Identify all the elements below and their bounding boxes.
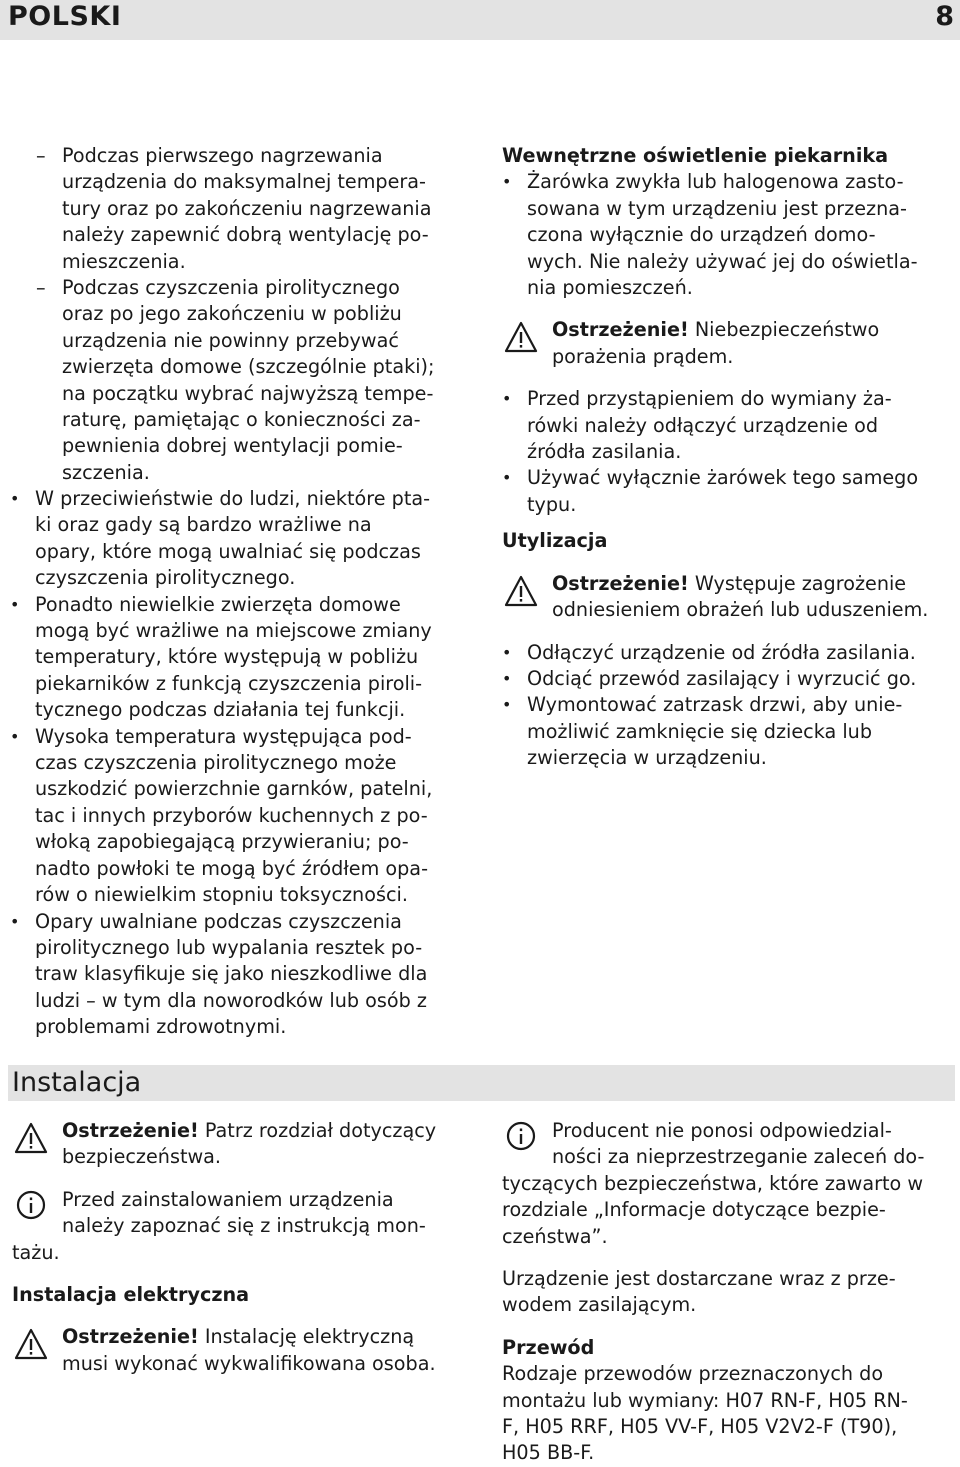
bullet-icon: • bbox=[502, 172, 512, 192]
warning-note: Ostrzeżenie! Niebezpieczeństwo porażenia prądem. bbox=[502, 317, 958, 370]
bullet-icon: • bbox=[502, 642, 512, 662]
left-column-bullets bbox=[10, 486, 480, 1041]
list-item: • Żarówka zwykła lub halogenowa zasto- sowana w tym urządzeniu jest przezna- czona wyłącznie do urządzeń domo- wych. Nie należy używać jej do oświetla- nia pomieszczeń. bbox=[502, 170, 918, 300]
bullet-icon: • bbox=[502, 389, 512, 409]
info-note: Producent nie ponosi odpowiedzial- ności za nieprzestrzeganie zaleceń do- tyczących bezpieczeństwa, które zawarto w rozdziale „Informacje dotyczące bezpie- czeństwa”. bbox=[502, 1119, 925, 1248]
page-header bbox=[0, 0, 960, 40]
installation-left bbox=[12, 1118, 480, 1377]
list-item: • W przeciwieństwie do ludzi, niektóre pta- ki oraz gady są bardzo wrażliwe na opary, które mogą uwalniać się podczas czyszczenia pirolitycznego. bbox=[10, 487, 431, 590]
page-number: 8 bbox=[935, 1, 954, 32]
list-item: • Wymontować zatrzask drzwi, aby unie- możliwić zamknięcie się dziecka lub zwierzęcia w urządzeniu. bbox=[502, 693, 903, 770]
dash-item: – Podczas czyszczenia pirolitycznego oraz po jego zakończeniu w pobliżu urządzenia nie powinny przebywać zwierzęta domowe (szczególnie ptaki); na początku wybrać najwyższą tempe- raturę, pamiętając o konieczności za- pewnienia dobrej wentylacji pomie- szczenia. bbox=[36, 276, 435, 484]
bullet-icon: • bbox=[502, 668, 512, 688]
left-column bbox=[36, 143, 476, 486]
warning-note: Ostrzeżenie! Instalację elektryczną musi wykonać wykwalifikowana osoba. bbox=[12, 1324, 480, 1377]
list-item: • Odciąć przewód zasilający i wyrzucić go. bbox=[502, 666, 958, 692]
list-item: • Odłączyć urządzenie od źródła zasilania. bbox=[502, 640, 958, 666]
disposal-title: Utylizacja bbox=[502, 529, 608, 553]
bullet-icon: • bbox=[502, 695, 512, 715]
dash-item: – Podczas pierwszego nagrzewania urządzenia do maksymalnej tempera- tury oraz po zakończeniu nagrzewania należy zapewnić dobrą wentylację po- mieszczenia. bbox=[36, 144, 432, 273]
list-item: • Ponadto niewielkie zwierzęta domowe mogą być wrażliwe na miejscowe zmiany temperatury, które występują w pobliżu piekarników z funkcją czyszczenia piroli- tycznego podczas działania tej funkcji. bbox=[10, 592, 432, 722]
right-column bbox=[502, 143, 958, 772]
warning-triangle-icon bbox=[14, 1328, 48, 1360]
electrical-title: Instalacja elektryczna bbox=[12, 1283, 250, 1307]
bullet-icon: • bbox=[502, 468, 512, 488]
supply-note: Urządzenie jest dostarczane wraz z prze- bbox=[502, 1267, 896, 1291]
list-item: • Opary uwalniane podczas czyszczenia pirolitycznego lub wypalania resztek po- traw klasyfikuje się jako nieszkodliwe dla ludzi – w tym dla noworodków lub osób z problemami zdrowotnymi. bbox=[10, 909, 428, 1039]
bullet-icon: • bbox=[10, 489, 20, 508]
warning-triangle-icon bbox=[14, 1122, 48, 1154]
cable-text: Rodzaje przewodów przeznaczonych do bbox=[502, 1362, 884, 1386]
section-title: Instalacja bbox=[12, 1067, 142, 1098]
warning-note: Ostrzeżenie! Patrz rozdział dotyczący bezpieczeństwa. bbox=[12, 1118, 480, 1171]
language-label: POLSKI bbox=[8, 1, 122, 32]
bullet-icon: • bbox=[10, 726, 20, 746]
bullet-icon: • bbox=[10, 911, 20, 931]
info-note: Przed zainstalowaniem urządzenia należy zapoznać się z instrukcją mon- tażu. bbox=[12, 1187, 426, 1264]
installation-right: Producent nie ponosi odpowiedzial- ności za nieprzestrzeganie zaleceń do- tyczących bezpieczeństwa, które zawarto w rozdziale „Informacje dotyczące bezpie- czeństwa”. Urządzenie jest dostarczane wraz z prze- wodem zasilającym. Przewód Rodzaje przewodów przeznaczonych do montażu lub wymiany: H07 RN-F, H05 RN- F, H05 RRF, H05 VV-F, H05 V2V2-F (T90), H05 BB-F. bbox=[502, 1118, 958, 1467]
warning-triangle-icon bbox=[504, 575, 538, 607]
list-item: • Wysoka temperatura występująca pod- czas czyszczenia pirolitycznego może uszkodzić powierzchnie garnków, patelni, tac i innych przyborów kuchennych z po- włoką zapobiegającą przywieraniu; po- nadto powłoki te mogą być źródłem opa- rów o niewielkim stopniu toksyczności. bbox=[10, 724, 433, 907]
cable-title: Przewód bbox=[502, 1335, 595, 1359]
list-item: • Używać wyłącznie żarówek tego samego typu. bbox=[502, 466, 919, 516]
bullet-icon: • bbox=[10, 594, 20, 614]
lighting-title: Wewnętrzne oświetlenie piekarnika bbox=[502, 144, 889, 167]
info-icon bbox=[504, 1120, 538, 1152]
warning-note: Ostrzeżenie! Występuje zagrożenie odniesieniem obrażeń lub uduszeniem. bbox=[502, 571, 958, 624]
section-header-installation bbox=[8, 1065, 955, 1101]
warning-triangle-icon bbox=[504, 321, 538, 353]
list-item: • Przed przystąpieniem do wymiany ża- rówki należy odłączyć urządzenie od źródła zasilania. bbox=[502, 387, 892, 464]
info-icon bbox=[14, 1189, 48, 1221]
